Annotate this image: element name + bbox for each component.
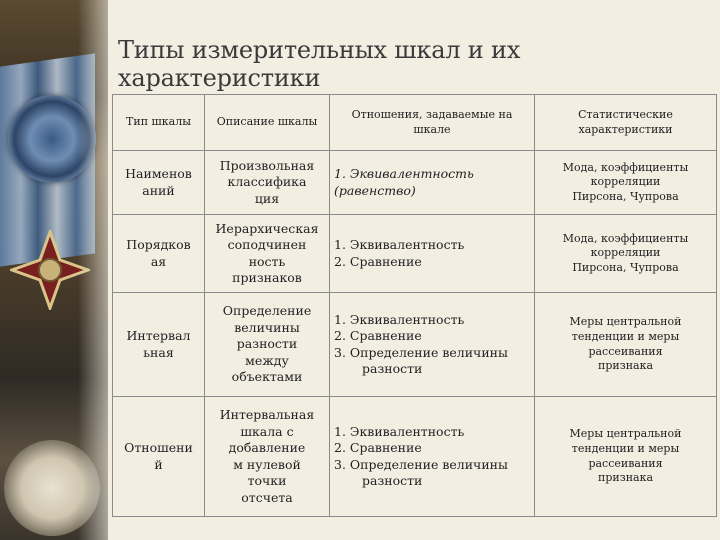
table-row [113, 397, 717, 517]
scale-description-cell: Интервальная шкала с добавление м нулевой точки отсчета [205, 397, 330, 517]
table-row [113, 151, 717, 215]
relations-cell: 1. Эквивалентность (равенство) [330, 151, 535, 215]
scale-type-cell: Отношени й [113, 397, 205, 517]
statistics-cell: Мода, коэффициенты корреляции Пирсона, Чупрова [535, 151, 717, 215]
scales-table [112, 94, 717, 517]
header-relations: Отношения, задаваемые на шкале [330, 95, 535, 151]
scale-description-cell: Иерархическая соподчинен ность признаков [205, 215, 330, 293]
page-title: Типы измерительных шкал и их характеристики [118, 36, 521, 92]
statistics-cell: Меры центральной тенденции и меры рассеивания признака [535, 293, 717, 397]
relations-cell: 1. Эквивалентность 2. Сравнение [330, 215, 535, 293]
table-row [113, 293, 717, 397]
relations-cell: 1. Эквивалентность 2. Сравнение 3. Определение величины разности [330, 293, 535, 397]
statistics-cell: Меры центральной тенденции и меры рассеивания признака [535, 397, 717, 517]
table-row [113, 215, 717, 293]
scale-type-cell: Порядков ая [113, 215, 205, 293]
header-row [113, 95, 717, 151]
header-type: Тип шкалы [113, 95, 205, 151]
scale-description-cell: Произвольная классифика ция [205, 151, 330, 215]
statistics-cell: Мода, коэффициенты корреляции Пирсона, Чупрова [535, 215, 717, 293]
scale-type-cell: Интервал ьная [113, 293, 205, 397]
decorative-medals-photo [0, 0, 108, 540]
header-description: Описание шкалы [205, 95, 330, 151]
scale-type-cell: Наименов аний [113, 151, 205, 215]
header-statistics: Статистические характеристики [535, 95, 717, 151]
relations-cell: 1. Эквивалентность 2. Сравнение 3. Определение величины разности [330, 397, 535, 517]
scale-description-cell: Определение величины разности между объектами [205, 293, 330, 397]
